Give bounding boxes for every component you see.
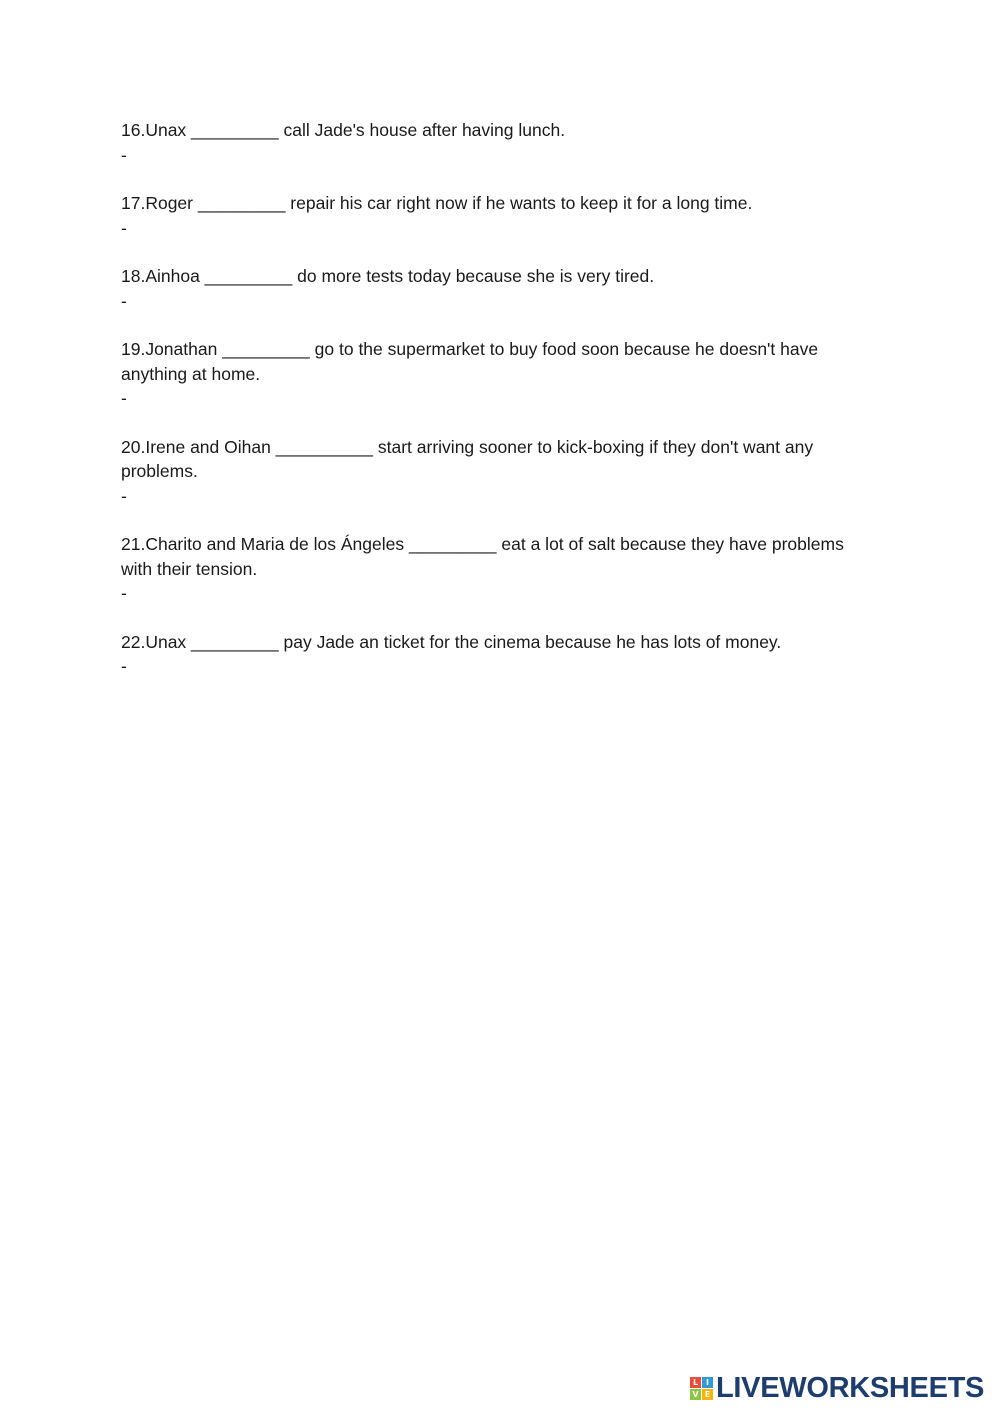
logo-letter-e: E (702, 1389, 713, 1400)
question-text: 16.Unax _________ call Jade's house after having lunch. (121, 120, 566, 140)
answer-field[interactable]: - (121, 583, 127, 603)
logo-letter-l: L (690, 1377, 701, 1388)
answer-field[interactable]: - (121, 485, 127, 506)
question-text: 22.Unax _________ pay Jade an ticket for the cinema because he has lots of money. (121, 631, 782, 652)
question-text: 18.Ainhoa _________ do more tests today because she is very tired. (121, 266, 655, 286)
logo-letter-i: I (702, 1377, 713, 1388)
question-17 (121, 191, 871, 240)
answer-field[interactable]: - (121, 217, 127, 238)
question-22 (121, 630, 871, 679)
worksheet (121, 118, 871, 703)
answer-field[interactable]: - (121, 388, 127, 408)
question-19 (121, 337, 871, 411)
question-text: 20.Irene and Oihan __________ start arriving sooner to kick-boxing if they don't want any problems. (121, 436, 814, 481)
question-text: 19.Jonathan _________ go to the supermarket to buy food soon because he doesn't have anything at home. (121, 339, 819, 384)
answer-field[interactable]: - (121, 144, 127, 165)
question-text: 21.Charito and Maria de los Ángeles _________ eat a lot of salt because they have problems with their tension. (121, 534, 844, 579)
brand-name: LIVEWORKSHEETS (716, 1372, 985, 1404)
answer-field[interactable]: - (121, 290, 127, 311)
liveworksheets-brand (690, 1372, 984, 1404)
question-20 (121, 435, 871, 509)
answer-field[interactable]: - (121, 656, 127, 676)
question-21 (121, 532, 871, 606)
question-text: 17.Roger _________ repair his car right now if he wants to keep it for a long time. (121, 193, 753, 213)
liveworksheets-logo-icon (690, 1377, 713, 1400)
question-16 (121, 118, 871, 167)
logo-letter-v: V (690, 1389, 701, 1400)
question-18 (121, 264, 871, 313)
